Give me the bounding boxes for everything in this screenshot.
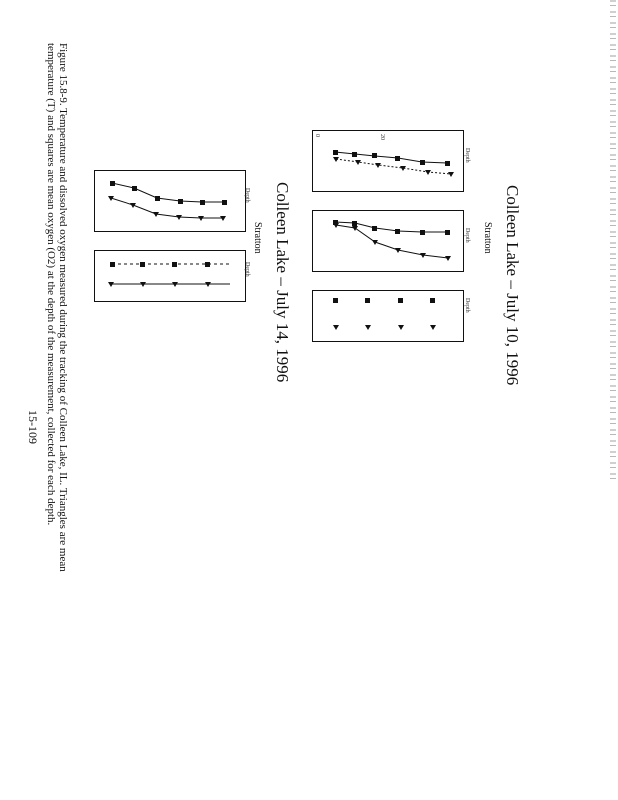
top-figure-title: Colleen Lake – July 10, 1996 [503, 185, 522, 386]
top-panel-1-tick-0: 0 [314, 134, 320, 137]
bottom-panel-1-squares [110, 181, 227, 205]
figure-caption-line-2: temperature (T) and squares are mean oxygen (O2) at the depth of the measurement, collected for each depth. [45, 43, 57, 526]
bottom-figure-subtitle: Stratton [252, 222, 263, 254]
bottom-panel-1-line-a [112, 183, 224, 202]
figure-caption-line-1: Figure 15.8-9. Temperature and dissolved oxygen measured during the tracking of Colleen Lake, IL. Triangles are mean [57, 43, 69, 572]
top-panel-2-label: Depth [464, 228, 470, 243]
top-panel-3-label: Depth [464, 298, 470, 313]
top-panel-1-tick-20: 20 [379, 134, 385, 140]
bottom-figure-title: Colleen Lake – July 14, 1996 [273, 182, 292, 383]
bottom-panel-1-label: Depth [244, 188, 250, 203]
bottom-panel-2-label: Depth [244, 262, 250, 277]
top-figure-subtitle: Stratton [482, 222, 493, 254]
page-number: 15-109 [26, 410, 40, 444]
top-panel-1-label: Depth [464, 148, 470, 163]
bottom-panel-1-line-b [111, 198, 223, 218]
